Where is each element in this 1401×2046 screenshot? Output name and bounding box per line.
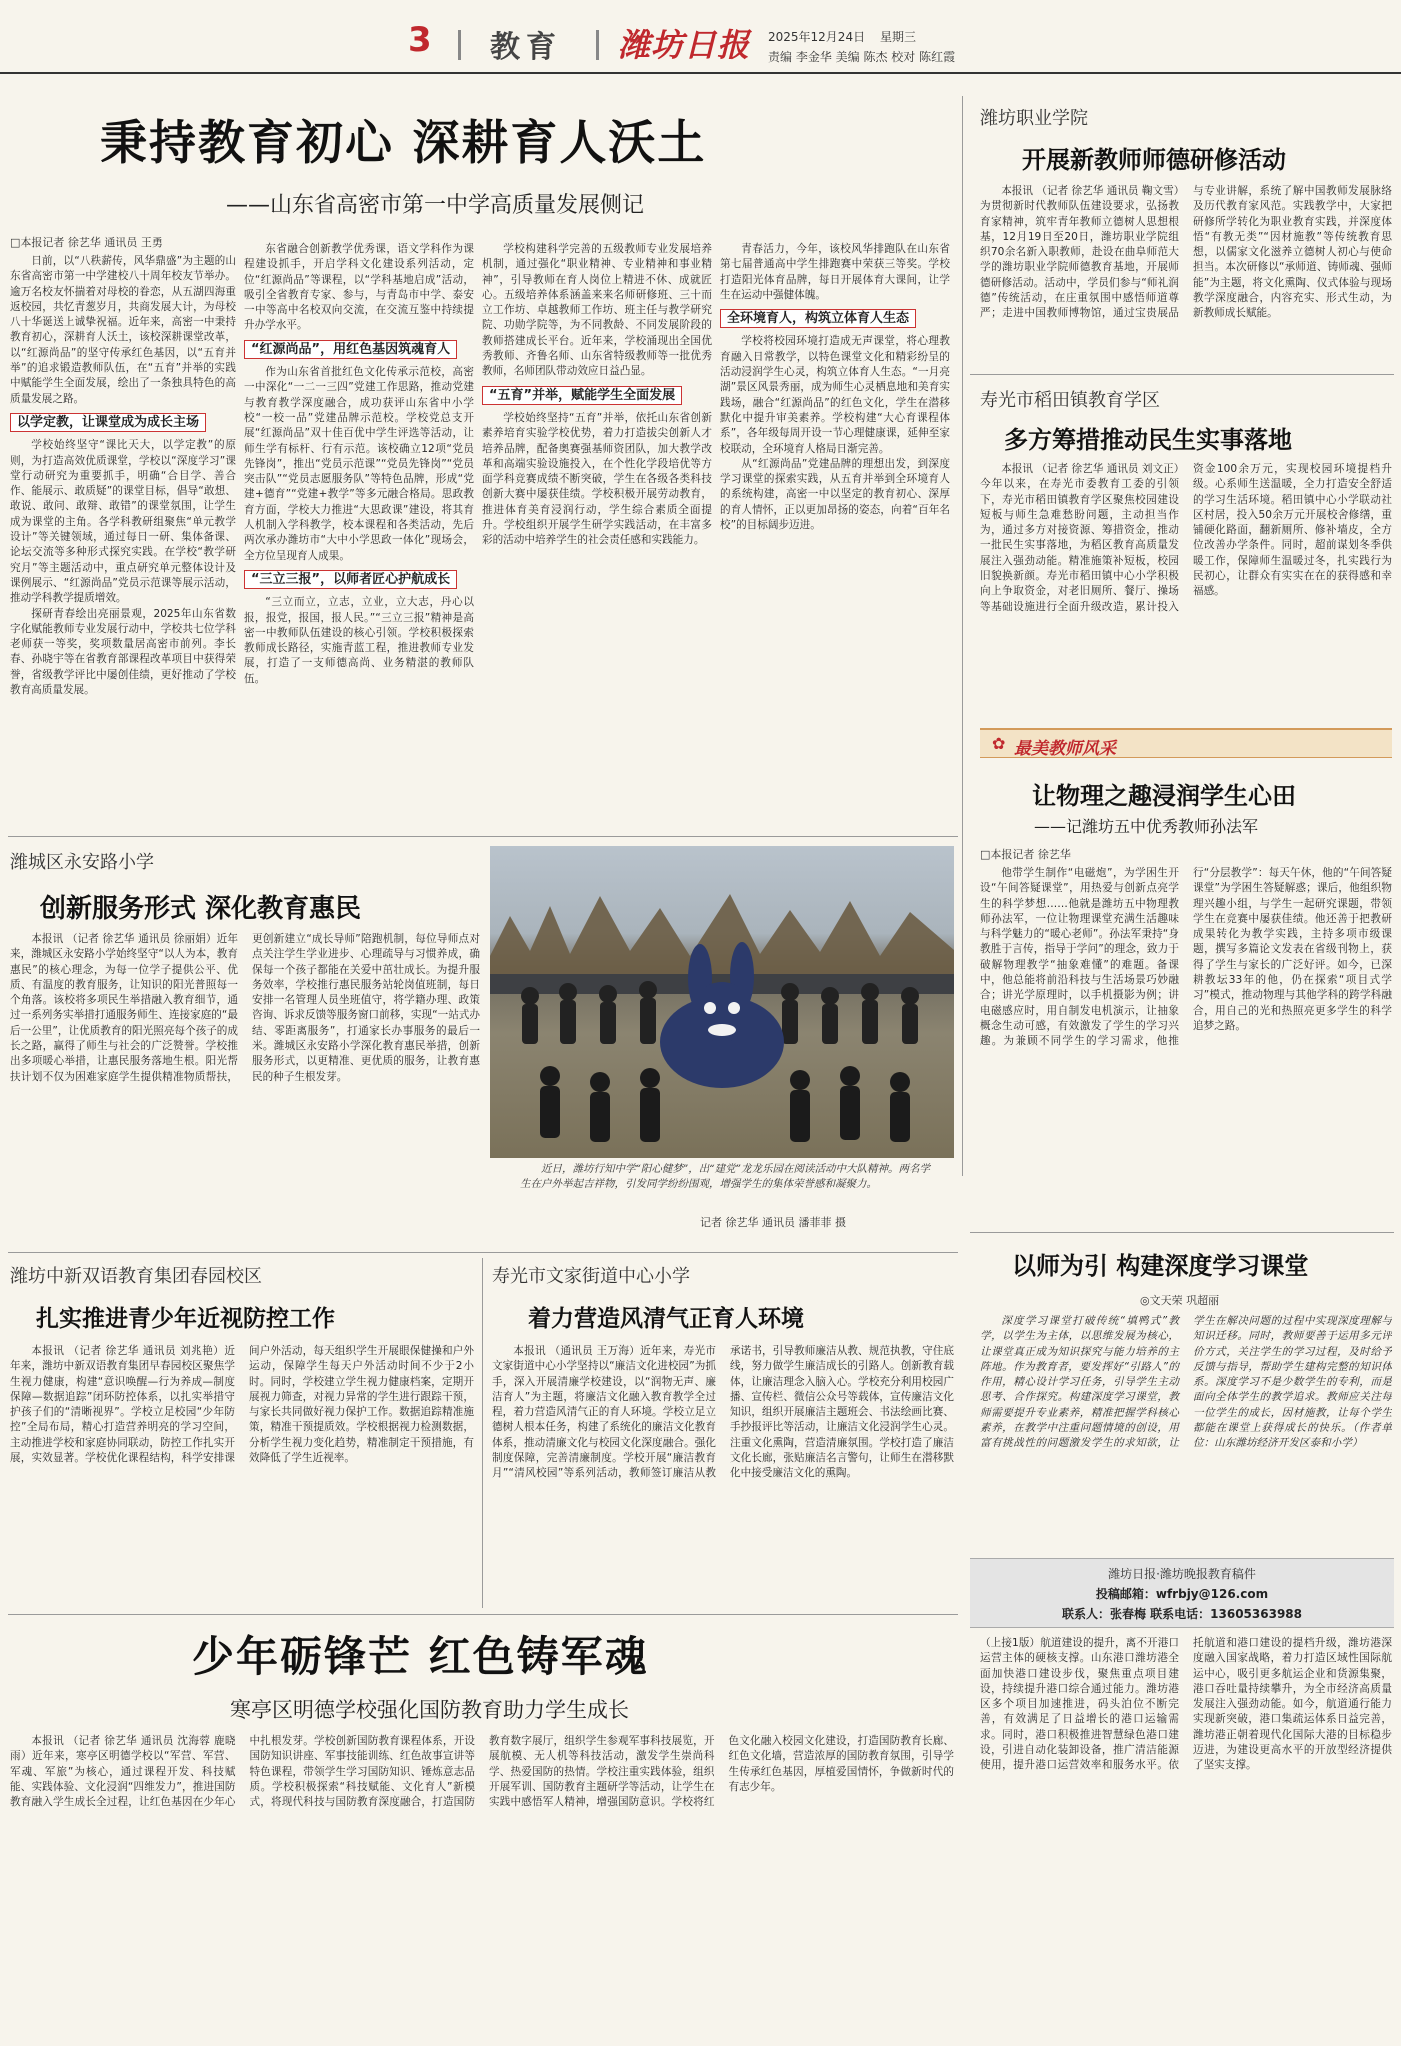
lead-bottom-rule (8, 836, 958, 837)
editors-line: 责编 李金华 美编 陈杰 校对 陈红霞 (768, 50, 956, 64)
mid-column-divider (482, 1258, 483, 1608)
lead-col3 (482, 242, 712, 866)
photo-credit: 记者 徐艺华 通讯员 潘菲菲 摄 (700, 1216, 846, 1229)
news-photo (490, 846, 954, 1158)
teacher-subtitle: ——记潍坊五中优秀教师孙法军 (1034, 817, 1259, 836)
vocational-kicker: 潍坊职业学院 (980, 108, 1088, 129)
ad-line-1: 潍坊日报·潍坊晚报教育稿件 (1108, 1567, 1256, 1581)
essay-body: 深度学习课堂打破传统“填鸭式”教学，以学生为主体，以思维发展为核心，让课堂真正成为知识探究与能力培养的主阵地。作为教育者，要发挥好“引路人”的作用，精心设计学习任务，引导学生主动思考、合作探究。构建深度学习课堂，教师需要提升专业素养，精准把握学科核心素养，在教学中注重问题情境的创设，用富有挑战性的问题激发学生的求知欲，让学生在解决问题的过程中实现深度理解与知识迁移。同时，教师要善于运用多元评价方式，关注学生的学习过程，及时给予反馈与指导，帮助学生建构完整的知识体系。深度学习不是少数学生的专利，而是面向全体学生的教学追求。教师应关注每一位学生的成长，因材施教，让每个学生都能在课堂上获得成长的快乐。（作者单位：山东潍坊经济开发区泰和小学） (980, 1315, 1392, 1450)
essay-title: 以师为引 构建深度学习课堂 (1012, 1251, 1309, 1280)
anqiu-kicker: 潍城区永安路小学 (10, 852, 154, 873)
anqiu-title: 创新服务形式 深化教育惠民 (40, 894, 362, 924)
teacher-column-label: 最美教师风采 (1014, 739, 1116, 759)
shuangyu-kicker: 潍坊中新双语教育集团春园校区 (10, 1266, 262, 1287)
teacher-body: 他带学生制作“电磁炮”，为学困生开设“午间答疑课堂”，用热爱与创新点亮学生的科学梦想……他就是潍坊五中物理教师孙法军，一位让物理课堂充满生活趣味与科学魅力的“暖心老师”。孙法军秉持“身教胜于言传，指导于学问”的理念，致力于破解物理教学“抽象难懂”的难题。备课中，他总能将前沿科技与生活场景巧妙融合；讲光学原理时，以手机摄影为例；讲电磁感应时，用自制发电机演示，让抽象概念生动可感，有效激发了学生的学习兴趣。为兼顾不同学生的学习需求，他推行“分层教学”：每天午休，他的“午间答疑课堂”为学困生答疑解惑；课后，他组织物理兴趣小组，与学生一起研究课题，带领学生在竞赛中屡获佳绩。他还善于把教研成果转化为教学实践，主持多项市级课题，撰写多篇论文发表在省级刊物上，获得了学生与家长的广泛好评。如今，已深耕教坛33年的他，仍在探索“项目式学习”模式，推动物理与其他学科的跨学科融合，用自己的光和热照亮更多学生的科学追梦之路。 (980, 867, 1392, 1048)
lead-col1-p3: 探研青春绘出亮丽景观，2025年山东省数字化赋能教师专业发展行动中，学校共七位学科老师获一等奖，奖项数量居高密市前列。李长春、孙晓宇等在省教育部课程改革项目中获得荣誉，省级教学评比中屡创佳绩，更好推动了学校教育高质量发展。 (10, 607, 236, 697)
shouguang-body: 本报讯 （记者 徐艺华 通讯员 刘文正）今年以来，在寿光市委教育工委的引领下，寿光市稻田镇教育学区聚焦校园建设短板与师生急难愁盼问题，主动担当作为，通过多方对接资源、筹措资金，推动一批民生实事落地，为稻区教育高质量发展注入强劲动能。精准施策补短板，校园旧貌换新颜。寿光市稻田镇中心小学积极向上争取资金，对老旧厕所、餐厅、操场等基础设施进行全面升级改造，累计投入资金100余万元，实现校园环境提档升级。心系师生送温暖，全力打造安全舒适的学习生活环境。稻田镇中心小学联动社区村居，投入50余万元开展校舍修缮，重铺硬化路面，翻新厕所、修补墙皮，全方位改善办学条件。同时，超前谋划冬季供暖工作，保障师生温暖过冬，扎实践行为民初心，让群众有实实在在的获得感和幸福感。 (980, 463, 1392, 613)
lead-col1 (10, 254, 236, 866)
lead-sub1: 以学定教，让课堂成为成长主场 (10, 413, 206, 432)
lead-title: 秉持教育初心 深耕育人沃土 (100, 116, 707, 171)
teacher-rule (970, 1232, 1394, 1233)
section-name: 教育 (490, 30, 562, 65)
lead-col4-p2: 学校将校园环境打造成无声课堂，将心理教育融入日常教学，以特色课堂文化和精彩纷呈的活动浸润学生心灵，构筑立体育人生态。“一月亮湖”景区风景秀丽，成为师生心灵栖息地和美育实践场，融合“红源尚品”的红色文化，学生在潜移默化中提升审美素养。学校构建“大心育课程体系”，各年级每周开设一节心理健康课，延伸至家校联动，全环境育人格局日渐完善。 (720, 335, 950, 455)
lead-col3-p1: 学校构建科学完善的五级教师专业发展培养机制，通过强化“职业精神、专业精神和事业精神”，引导教师在育人岗位上精进不休、成就匠心。五级培养体系涵盖来来名师研修班、三十而立工作坊、卓越教师工作坊、班主任与教学研究院、功勋学院等，为不同教龄、不同发展阶段的教师搭建成长平台。近年来，学校涌现出全国优秀教师、齐鲁名师、山东省特级教师等一批优秀教师，名师团队带动效应日益凸显。 (482, 243, 712, 378)
lead-col4-p1: 青春活力，今年，该校风华排跑队在山东省第七届普通高中学生排跑赛中荣获三等奖。学校打造阳光体育品牌，每日开展体育大课间，让学生在运动中强健体魄。 (720, 243, 950, 301)
shuangyu-title: 扎实推进青少年近视防控工作 (36, 1305, 335, 1332)
bottom-subtitle: 寒亭区明德学校强化国防教育助力学生成长 (230, 1698, 629, 1722)
lead-col4-p3: 从“红源尚品”党建品牌的理想出发，到深度学习课堂的探索实践，从五育并举到全环境育人的系统构建，高密一中以坚定的教育初心、深厚的育人情怀，正以更加昂扬的姿态，向着“百年名校”的目标阔步迈进。 (720, 457, 950, 532)
teacher-byline: □本报记者 徐艺华 (980, 848, 1071, 861)
vocational-rule (970, 374, 1394, 375)
lead-sub3: “五育”并举，赋能学生全面发展 (482, 386, 682, 405)
masthead-divider (458, 30, 461, 60)
photo-illustration (490, 846, 954, 1158)
page-number: 3 (408, 20, 432, 60)
issue-weekday: 星期三 (880, 30, 917, 44)
lead-sub4: 全环境育人，构筑立体育人生态 (720, 309, 916, 328)
wenjia-kicker: 寿光市文家街道中心小学 (492, 1266, 690, 1287)
lead-col2-p1: 东省融合创新教学优秀课，语文学科作为课程建设抓手，开启学科文化建设系列活动，定位“红源尚品”等课程，以“学科基地启成”活动，吸引全省教育专家、参与，与青岛市中学、泰安一中等高中名校双向交流，在交流互鉴中持续提升办学水平。 (244, 243, 474, 332)
shuangyu-body: 本报讯 （记者 徐艺华 通讯员 刘兆艳）近年来，潍坊中新双语教育集团早春园校区聚焦学生视力健康，构建“意识唤醒—行为养成—制度保障—数据追踪”闭环防控体系，以扎实举措守护孩子们的“清晰视界”。学校立足校园“少年防控”全局布局，精心打造营养明亮的学习空间，主动推进学校和家庭协同联动，防控工作扎实开展，实效显著。学校优化课程结构，科学安排课间户外活动，每天组织学生开展眼保健操和户外运动，保障学生每天户外活动时间不少于2小时。同时，学校建立学生视力健康档案，定期开展视力筛查，对视力异常的学生进行跟踪干预，与家长共同做好视力保护工作。数据追踪精准施策，精准干预提质效。学校根据视力检测数据，分析学生视力变化趋势，精准制定干预措施，有效降低了学生近视率。 (10, 1345, 474, 1465)
mid-rule (8, 1252, 958, 1253)
harbor-body: （上接1版）航道建设的提升，离不开港口运营主体的硬核支撑。山东港口潍坊港全面加快港口建设步伐，聚焦重点项目建设，持续提升港口综合通过能力。潍坊港区多个项目加速推进，码头泊位不断完善，有效满足了日益增长的港口运输需求。同时，港口积极推进智慧绿色港口建设，引进自动化装卸设备，推广清洁能源使用，提升港口运营效率和服务水平。依托航道和港口建设的提档升级，潍坊港深度融入国家战略，着力打造区域性国际航运中心，吸引更多航运企业和货源集聚，港口吞吐量持续攀升，为全市经济高质量发展注入强劲动能。如今，航道通行能力实现新突破，港口集疏运体系日益完善，潍坊港正朝着现代化国际大港的目标稳步迈进，为建设更高水平的开放型经济提供了坚实支撑。 (980, 1637, 1392, 1772)
bottom-story-rule (8, 1614, 958, 1615)
shouguang-kicker: 寿光市稻田镇教育学区 (980, 390, 1160, 411)
banner-flower-icon: ✿ (992, 734, 1006, 753)
masthead (0, 0, 1401, 74)
ad-line-3: 联系人：张春梅 联系电话：13605363988 (1061, 1607, 1303, 1621)
issue-date: 2025年12月24日 (768, 30, 866, 44)
lead-col2-p3: “三立而立，立志，立业，立大志，丹心以报，报党，报国，报人民。”“三立三报”精神是高密一中教师队伍建设的核心引领。学校积极探索教师成长路径，实施青蓝工程，推进教师专业发展，打造了一支师德高尚、业务精湛的教师队伍。 (244, 596, 474, 685)
lead-byline: □本报记者 徐艺华 通讯员 王勇 (10, 236, 163, 249)
lead-col1-p2: 学校始终坚守“课比天大，以学定教”的原则，为打造高效优质课堂，学校以“深度学习”课堂行动研究为重要抓手，明确“合目学、善合作、能展示、敢质疑”的课堂目标，倡导“敢想、敢说、敢问、敢辩、敢错”的课堂氛围，让学生成为课堂的主角。各学科教研组聚焦“单元教学设计”等关键领域，通过每日一研、集体备课、论坛交流等多种形式探究实践。在学校“教学研究月”等主题活动中，重点研究单元整体设计及课例展示、“红源尚品”党员示范课等展示活动，推动学科教学提质增效。 (10, 439, 236, 605)
bottom-title: 少年砺锋芒 红色铸军魂 (192, 1632, 649, 1681)
shouguang-title: 多方筹措推动民生实事落地 (1004, 425, 1292, 454)
lead-subtitle: ——山东省高密市第一中学高质量发展侧记 (226, 193, 645, 218)
teacher-title: 让物理之趣浸润学生心田 (1032, 781, 1296, 810)
lead-col1-p1: 日前，以“八秩薪传，风华鼎盛”为主题的山东省高密市第一中学建校八十周年校友节举办。逾万名校友怀揣着对母校的眷恋，从五湖四海重返校园，共忆青葱岁月，共商发展大计，为母校八十华诞送上诚挚祝福。近年来，高密一中秉持教育初心，深耕育人沃土，该校深耕课堂改革，以“红源尚品”的坚守传承红色基因，以“五育并举”的追求锻造教师队伍，在“五育”并举的实践中赋能学生全面发展，绘出了一条独具特色的高质量发展之路。 (10, 255, 236, 405)
lead-col2 (244, 242, 474, 866)
wenjia-body: 本报讯 （通讯员 王万海）近年来，寿光市文家街道中心小学坚持以“廉洁文化进校园”为抓手，深入开展清廉学校建设，以“润物无声、廉洁育人”为主题，将廉洁文化融入教育教学全过程，着力营造风清气正的育人环境。学校立足立德树人根本任务，构建了系统化的廉洁文化教育体系，推动清廉文化与校园文化深度融合。强化制度保障，完善清廉制度。学校开展“廉洁教育月”“清风校园”等系列活动，教师签订廉洁从教承诺书，引导教师廉洁从教、规范执教，守住底线，努力做学生廉洁成长的引路人。创新教育载体，让廉洁理念入脑入心。学校充分利用校园广播、宣传栏、微信公众号等载体，宣传廉洁文化知识，组织开展廉洁主题班会、书法绘画比赛、手抄报评比等活动，让廉洁文化浸润学生心灵。注重文化熏陶，营造清廉氛围。学校打造了廉洁文化长廊，张贴廉洁名言警句，让师生在潜移默化中接受廉洁文化的熏陶。 (492, 1345, 954, 1480)
wenjia-title: 着力营造风清气正育人环境 (528, 1305, 804, 1332)
vocational-title: 开展新教师师德研修活动 (1022, 145, 1286, 174)
lead-col2-p2: 作为山东省首批红色文化传承示范校，高密一中深化“一二一三四”党建工作思路，推动党建与教育教学深度融合，成功获评山东省中小学校“一校一品”党建品牌示范校。学校党总支开展“红源尚品”双十佳百优中学生评选等活动，让师生学有标杆、行有示范。该校确立12项“党员先锋岗”，推出“党员示范课”“党员先锋岗”“党员突击队”“党员志愿服务队”等特色品牌，形成“党建+德育”“党建+教学”等多元融合格局。思政教育方面，学校大力推进“大思政课”建设，将其育人机制入学科教学，校本课程和各类活动，先后两次承办潍坊市“大中小学思政一体化”现场会，全方位呈现育人成果。 (244, 366, 474, 562)
photo-caption: 近日，潍坊行知中学“阳心健梦”，出“建党”龙龙乐园在阅读活动中大队精神。两名学生在户外举起吉祥物，引发同学纷纷围观，增强学生的集体荣誉感和凝聚力。 (520, 1163, 930, 1190)
lead-sub5: “三立三报”，以师者匠心护航成长 (244, 570, 457, 589)
lead-col3-p2: 学校始终坚持“五育”并举，依托山东省创新素养培育实验学校优势，着力打造拔尖创新人才培养品牌，配备奥赛强基师资团队，加大教学改革和高端实验设施投入，在个性化学段培优等方面学科竞赛成绩不断突破，学生在各级各类科技创新大赛中屡获佳绩。学校积极开展劳动教育，推进体育美育浸润行动，学生综合素质全面提升。学校组织开展学生研学实践活动，在丰富多彩的活动中培养学生的社会责任感和实践能力。 (482, 411, 712, 547)
bottom-body: 本报讯 （记者 徐艺华 通讯员 沈海蓉 鹿晓雨）近年来，寒亭区明德学校以“军营、军营、军魂、军旅”为核心，通过课程开发、科技赋能、实践体验、文化浸润“四维发力”，推进国防教育融入学生成长全过程，让红色基因在少年心中扎根发芽。学校创新国防教育课程体系，开设国防知识讲座、军事技能训练、红色故事宣讲等特色课程，带领学生学习国防知识、锤炼意志品质。学校积极探索“科技赋能、文化育人”新模式，将现代科技与国防教育深度融合，打造国防教育数字展厅，组织学生参观军事科技展览，开展航模、无人机等科技活动，激发学生崇尚科学、热爱国防的热情。学校注重实践体验，组织开展军训、国防教育主题研学等活动，让学生在实践中感悟军人精神，增强国防意识。学校将红色文化融入校园文化建设，打造国防教育长廊、红色文化墙，营造浓厚的国防教育氛围，引导学生传承红色基因，厚植爱国情怀，争做新时代的有志少年。 (10, 1735, 954, 1809)
masthead-divider-2 (596, 30, 599, 60)
vocational-body: 本报讯 （记者 徐艺华 通讯员 鞠文雪）为贯彻新时代教师队伍建设要求，弘扬教育家精神，筑牢青年教师立德树人思想根基，12月19日至20日，潍坊职业学院组织70余名新入职教师，赴设在曲阜师范大学的潍坊职业学院师德教育基地，开展师德研修活动。活动中，学员们参与“师礼润德”传统活动，在庄重氛围中感悟师道尊严；走进中国教师博物馆，通过宝贵展品与专业讲解，系统了解中国教师发展脉络及历代教育家风范。实践教学中，大家把研修所学转化为职业教育实践，并深度体悟“有教无类”“因材施教”等传统教育思想，以儒家文化滋养立德树人初心与使命担当。本次研修以“承师道、铸师魂、强师能”为主题，将文化熏陶、仪式体验与现场教学深度融合，内容充实、形式生动，为新教师成长赋能。 (980, 185, 1392, 320)
essay-byline: ◎文天荣 巩超丽 (1140, 1294, 1220, 1307)
lead-sub2: “红源尚品”，用红色基因筑魂育人 (244, 340, 457, 359)
anqiu-body: 本报讯 （记者 徐艺华 通讯员 徐丽娟）近年来，潍城区永安路小学始终坚守“以人为本，教育惠民”的核心理念，为每一位学子提供公平、优质、有温度的教育服务，让知识的阳光普照每一个角落。该校将多项民生举措融入教育细节，通过一系列务实举措打通服务师生、连接家庭的“最后一公里”，让优质教育的阳光照亮每个孩子的成长之路，赢得了师生与社会的广泛赞誉。学校推出多项暖心举措，让惠民服务落地生根。阳光帮扶计划不仅为困难家庭学生提供精准物质帮扶，更创新建立“成长导师”陪跑机制，每位导师点对点关注学生学业进步、心理疏导与习惯养成，确保每一个孩子都能在关爱中茁壮成长。为提升服务效率，学校推行惠民服务站轮岗值班制，每日安排一名管理人员坐班值守，将学籍办理、政策咨询、诉求反馈等服务窗口前移，实现“一站式办结、零距离服务”，打通家长办事服务的最后一米。潍城区永安路小学深化教育惠民举措，创新服务形式，以更精准、更优质的服务，让教育惠民的种子生根发芽。 (10, 933, 480, 1083)
teacher-column-banner (980, 728, 1392, 758)
masthead-rule (0, 72, 1401, 74)
right-column-divider (962, 96, 963, 1176)
submission-ad (970, 1558, 1394, 1628)
ad-line-2: 投稿邮箱：wfrbjy@126.com (1095, 1587, 1269, 1601)
paper-logo: 潍坊日报 (618, 26, 751, 64)
lead-col4 (720, 242, 950, 866)
